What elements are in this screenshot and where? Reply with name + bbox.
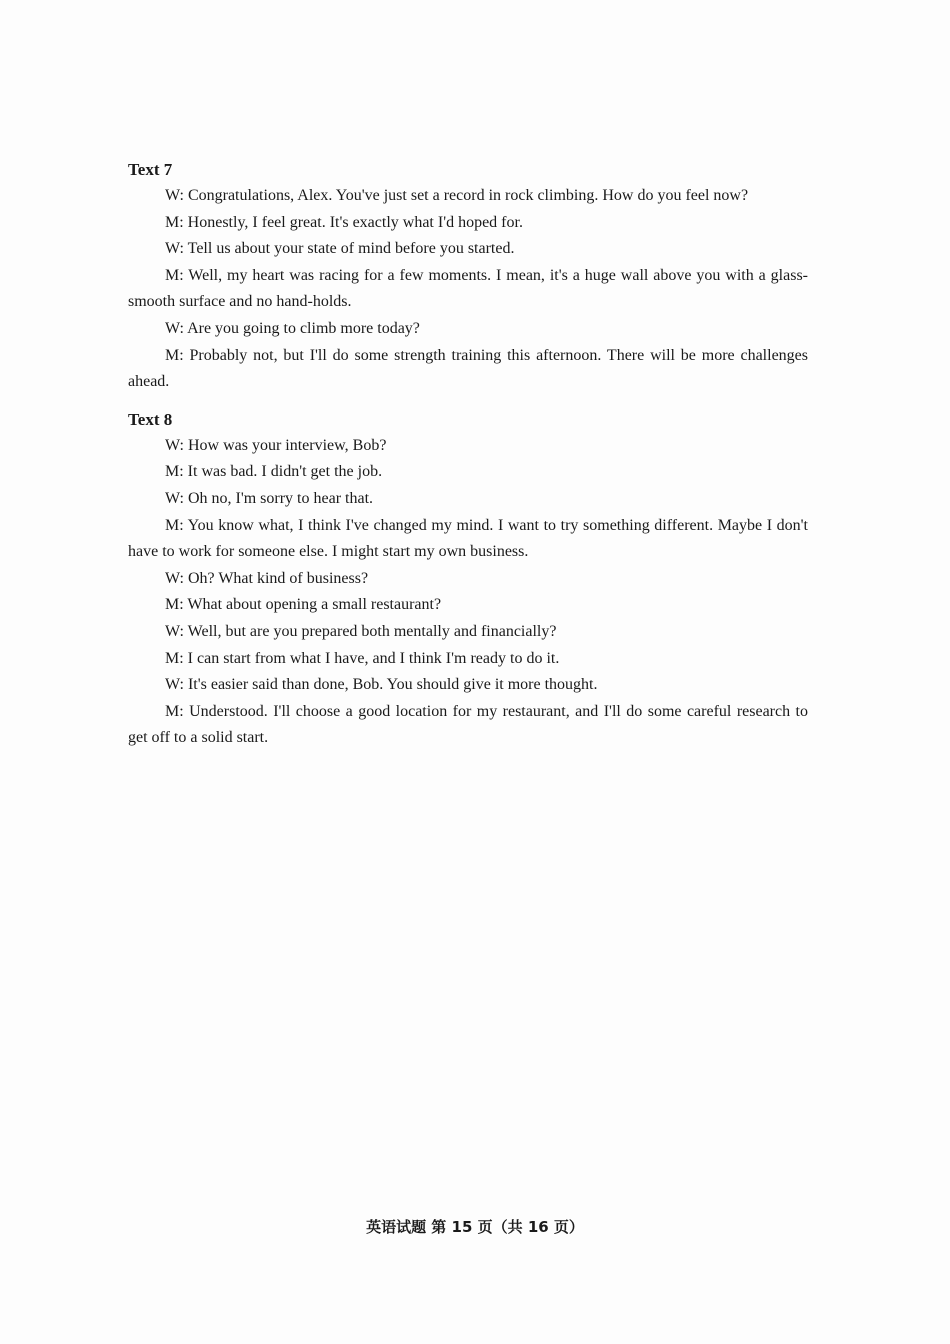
dialogue-line: M: Probably not, but I'll do some strength training this afternoon. There will be more challenges ahead.	[128, 346, 808, 391]
dialogue-line: M: Honestly, I feel great. It's exactly what I'd hoped for.	[165, 213, 523, 231]
dialogue-line: W: Oh? What kind of business?	[165, 569, 369, 587]
dialogue-line: W: Are you going to climb more today?	[165, 319, 420, 337]
dialogue-line: M: Well, my heart was racing for a few moments. I mean, it's a huge wall above you with a glass-smooth surface and no hand-holds.	[128, 266, 808, 311]
dialogue-line: W: Well, but are you prepared both mentally and financially?	[165, 622, 557, 640]
dialogue-line: M: I can start from what I have, and I think I'm ready to do it.	[165, 649, 560, 667]
dialogue-line: W: Tell us about your state of mind before you started.	[165, 240, 515, 258]
dialogue-line: M: Understood. I'll choose a good location for my restaurant, and I'll do some careful research to get off to a solid start.	[128, 702, 808, 747]
section-text-7	[128, 157, 808, 396]
section-text-8	[128, 407, 808, 752]
page-footer: 英语试题 第 15 页（共 16 页）	[366, 1218, 584, 1236]
dialogue-line: M: What about opening a small restaurant?	[165, 596, 442, 614]
dialogue-line: W: Oh no, I'm sorry to hear that.	[165, 489, 374, 507]
dialogue-line: M: You know what, I think I've changed my mind. I want to try something different. Maybe I don't have to work for someone else. I might start my own business.	[128, 516, 808, 561]
transcript-content	[128, 157, 808, 752]
section-heading: Text 7	[128, 160, 173, 179]
dialogue-line: W: Congratulations, Alex. You've just set a record in rock climbing. How do you feel now?	[165, 187, 749, 204]
section-heading: Text 8	[128, 409, 173, 429]
dialogue-line: W: How was your interview, Bob?	[165, 436, 387, 454]
dialogue-line: W: It's easier said than done, Bob. You should give it more thought.	[165, 676, 598, 694]
dialogue-line: M: It was bad. I didn't get the job.	[165, 463, 383, 481]
